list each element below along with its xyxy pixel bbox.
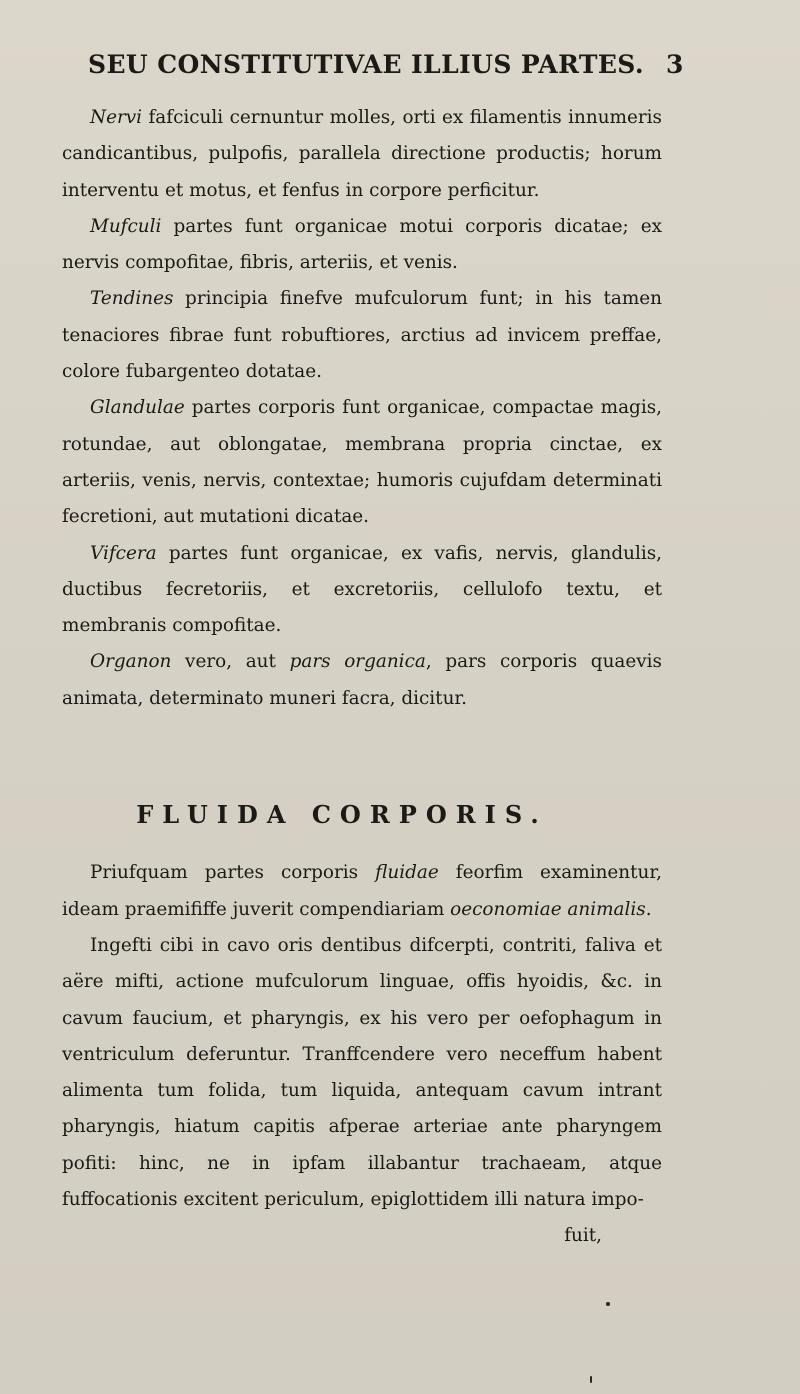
paragraph-text: . xyxy=(645,898,652,920)
term-organon: Organon xyxy=(90,651,172,673)
paragraph-text: principia finefve mufculorum funt; in his tamen tenaciores fibrae funt robuftiores, arctius ad invicem preffae, colore fubargenteo dotatae. xyxy=(62,288,662,383)
paragraph-mufculi xyxy=(62,209,662,282)
term-nervi: Nervi xyxy=(90,107,143,128)
term-vifcera: Vifcera xyxy=(90,542,157,564)
paragraph-text: partes corporis funt organicae, compactae magis, rotundae, aut oblongatae, membrana propria cinctae, ex arteriis, venis, nervis, contextae; humoris cujufdam determinati fecretioni, aut mutationi dicatae. xyxy=(62,397,662,528)
term-glandulae: Glandulae xyxy=(90,397,185,419)
paragraph-ingefti xyxy=(62,928,662,1218)
paragraph-text: Ingefti cibi in cavo oris dentibus difcerpti, contriti, faliva et aëre mifti, actione mufculorum linguae, offis hyoidis, &c. in cavum faucium, et pharyngis, ex his vero per oefophagum in ventriculum deferuntur. Tranffcendere vero neceffum habent alimenta tum folida, tum liquida, antequam cavum intrant pharyngis, hiatum capitis afperae arteriae ante pharyngem pofiti: hinc, ne in ipfam illabantur trachaeam, atque fuffocationis excitent periculum, epiglottidem illi natura impo- xyxy=(62,934,662,1211)
running-header xyxy=(88,50,684,79)
page-number: 3 xyxy=(665,50,684,79)
paragraph-text: feorfim examinentur, ideam praemififfe juverit compendiariam xyxy=(62,862,662,920)
paragraph-text: vero, aut xyxy=(171,651,290,673)
section-heading: FLUIDA CORPORIS. xyxy=(136,800,548,830)
paragraph-text: Priufquam partes corporis xyxy=(90,862,376,884)
paragraph-vifcera xyxy=(62,536,662,645)
paragraph-priufquam xyxy=(62,855,662,928)
paragraph-organon xyxy=(62,644,662,717)
paragraph-text: partes funt organicae motui corporis dicatae; ex nervis compofitae, fibris, arteriis, et venis. xyxy=(62,215,662,274)
paragraph-text: partes funt organicae, ex vafis, nervis, glandulis, ductibus fecretoriis, et excretoriis, cellulofo textu, et membranis compofitae. xyxy=(62,542,662,637)
term-pars-organica: pars organica xyxy=(289,651,426,673)
term-tendines: Tendines xyxy=(90,288,174,310)
term-fluidae: fluidae xyxy=(375,862,439,884)
paragraph-text: , pars corporis quaevis animata, determinato muneri facra, dicitur. xyxy=(62,651,662,709)
catchword: fuit, xyxy=(564,1225,602,1247)
term-oeconomiae-animalis: oeconomiae animalis xyxy=(450,898,646,920)
term-mufculi: Mufculi xyxy=(90,215,162,237)
paragraph-glandulae xyxy=(62,390,662,535)
ink-speck xyxy=(590,1376,592,1383)
header-title: SEU CONSTITUTIVAE ILLIUS PARTES. xyxy=(88,50,644,79)
ink-speck xyxy=(606,1302,610,1306)
body-text xyxy=(62,100,662,1255)
paragraph-text: fafciculi cernuntur molles, orti ex filamentis innumeris candicantibus, pulpofis, parallela directione productis; horum interventu et motus, et fenfus in corpore perficitur. xyxy=(62,107,662,201)
paragraph-tendines xyxy=(62,281,662,390)
paragraph-nervi xyxy=(62,100,662,209)
